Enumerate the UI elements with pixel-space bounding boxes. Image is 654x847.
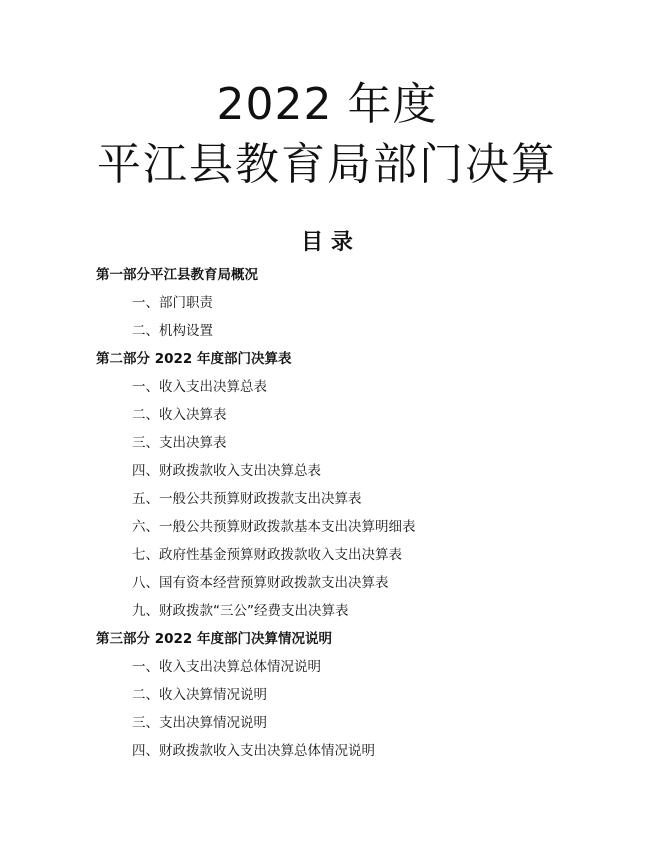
toc-item: 三、支出决算表 bbox=[132, 435, 227, 451]
toc-item: 四、财政拨款收入支出决算总表 bbox=[132, 463, 321, 479]
toc-part-title: 第一部分平江县教育局概况 bbox=[96, 267, 258, 283]
toc-part-2 bbox=[96, 345, 616, 625]
toc-item: 八、国有资本经营预算财政拨款支出决算表 bbox=[132, 575, 389, 591]
table-of-contents-heading: 目 录 bbox=[301, 230, 353, 255]
toc-item: 九、财政拨款“三公”经费支出决算表 bbox=[132, 603, 349, 619]
toc-item: 四、财政拨款收入支出决算总体情况说明 bbox=[132, 743, 375, 759]
table-of-contents bbox=[96, 261, 616, 765]
toc-item: 五、一般公共预算财政拨款支出决算表 bbox=[132, 491, 362, 507]
toc-item: 二、收入决算表 bbox=[132, 407, 227, 423]
toc-item: 一、收入支出决算总体情况说明 bbox=[132, 659, 321, 675]
toc-item: 一、收入支出决算总表 bbox=[132, 379, 267, 395]
toc-item: 三、支出决算情况说明 bbox=[132, 715, 267, 731]
toc-part-1 bbox=[96, 261, 616, 345]
toc-part-3 bbox=[96, 625, 616, 765]
toc-item: 一、部门职责 bbox=[132, 295, 213, 311]
toc-item: 六、一般公共预算财政拨款基本支出决算明细表 bbox=[132, 519, 416, 535]
toc-part-title: 第二部分 2022 年度部门决算表 bbox=[96, 351, 292, 367]
toc-part-title: 第三部分 2022 年度部门决算情况说明 bbox=[96, 631, 332, 647]
document-title: 平江县教育局部门决算 bbox=[97, 139, 557, 190]
toc-item: 二、机构设置 bbox=[132, 323, 213, 339]
document-title-year: 2022 年度 bbox=[216, 79, 438, 130]
toc-item: 二、收入决算情况说明 bbox=[132, 687, 267, 703]
toc-item: 七、政府性基金预算财政拨款收入支出决算表 bbox=[132, 547, 402, 563]
